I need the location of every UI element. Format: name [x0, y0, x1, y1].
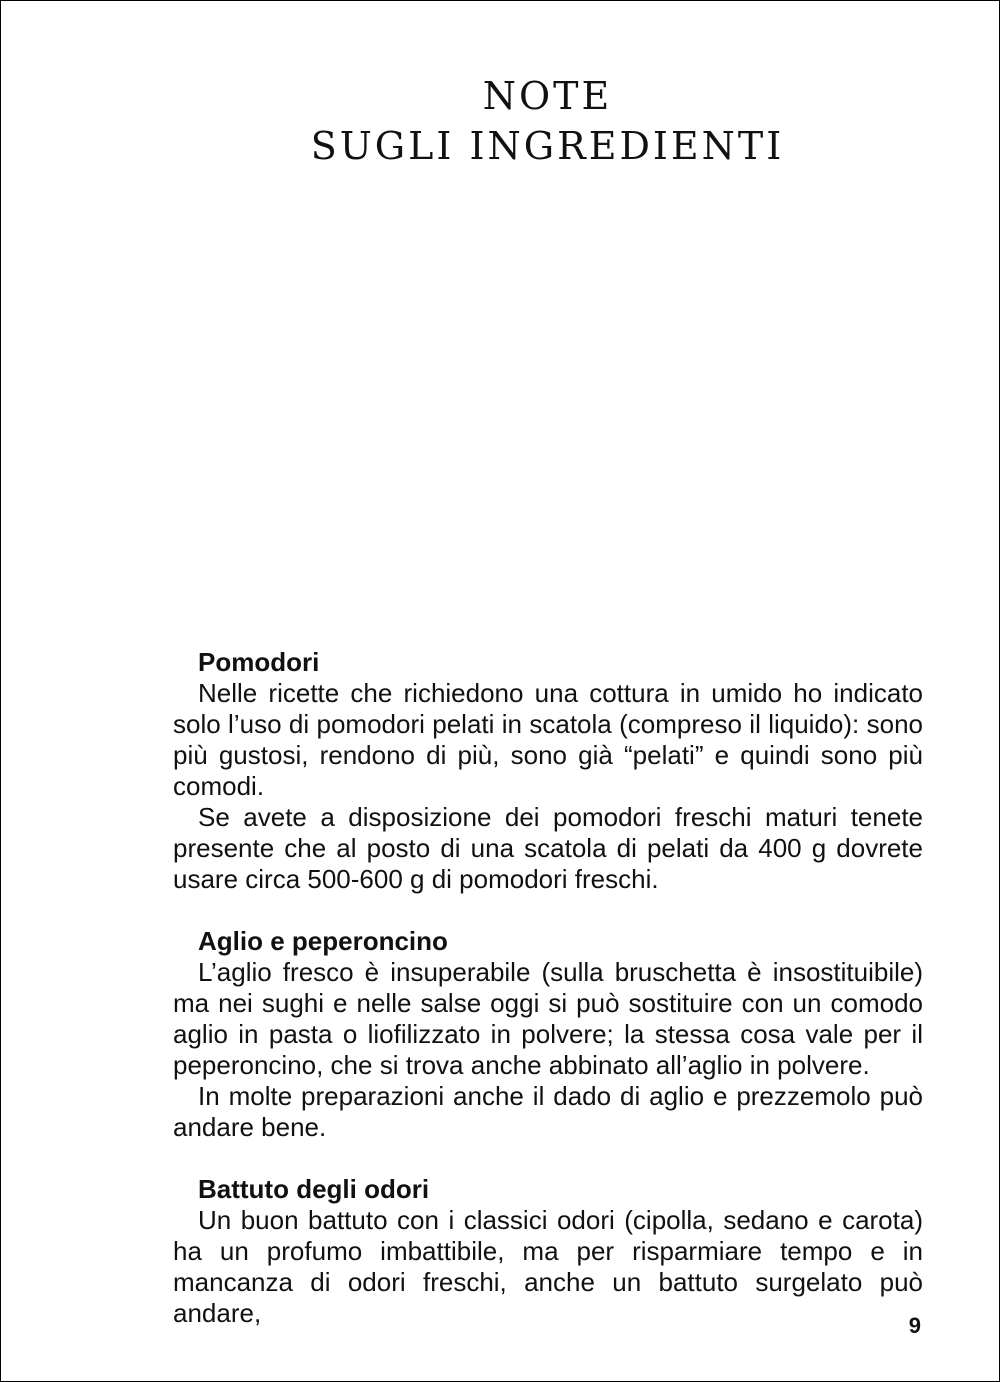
section-heading: Pomodori	[198, 647, 320, 677]
section-aglio-e-peperoncino	[173, 926, 923, 1143]
paragraph: L’aglio fresco è insuperabile (sulla bruschetta è insostituibile) ma nei sughi e nelle salse oggi si può sostituire con un comodo aglio in pasta o liofilizzato in polvere; la stessa cosa vale per il peperoncino, che si trova anche abbinato all’aglio in polvere.	[173, 957, 923, 1080]
page-number: 9	[908, 1313, 921, 1338]
section-heading: Battuto degli odori	[198, 1174, 430, 1204]
page-title	[1, 71, 1000, 171]
paragraph: Nelle ricette che richiedono una cottura in umido ho indicato solo l’uso di pomodori pelati in scatola (compreso il liquido): sono più gustosi, rendono di più, sono già “pelati” e quindi sono più comodi.	[173, 678, 923, 801]
section-heading: Aglio e peperoncino	[198, 926, 448, 956]
page-content	[173, 647, 923, 1360]
page-title-line-2: SUGLI INGREDIENTI	[310, 124, 785, 168]
paragraph: In molte preparazioni anche il dado di aglio e prezzemolo può andare bene.	[173, 1081, 923, 1142]
section-pomodori	[173, 647, 923, 895]
section-battuto-degli-odori	[173, 1174, 923, 1329]
paragraph: Un buon battuto con i classici odori (cipolla, sedano e carota) ha un profumo imbattibile, ma per risparmiare tempo e in mancanza di odori freschi, anche un battuto surgelato può andare,	[173, 1205, 923, 1328]
page-title-line-1: NOTE	[482, 74, 613, 118]
paragraph: Se avete a disposizione dei pomodori freschi maturi tenete presente che al posto di una scatola di pelati da 400 g dovrete usare circa 500-600 g di pomodori freschi.	[173, 802, 923, 894]
